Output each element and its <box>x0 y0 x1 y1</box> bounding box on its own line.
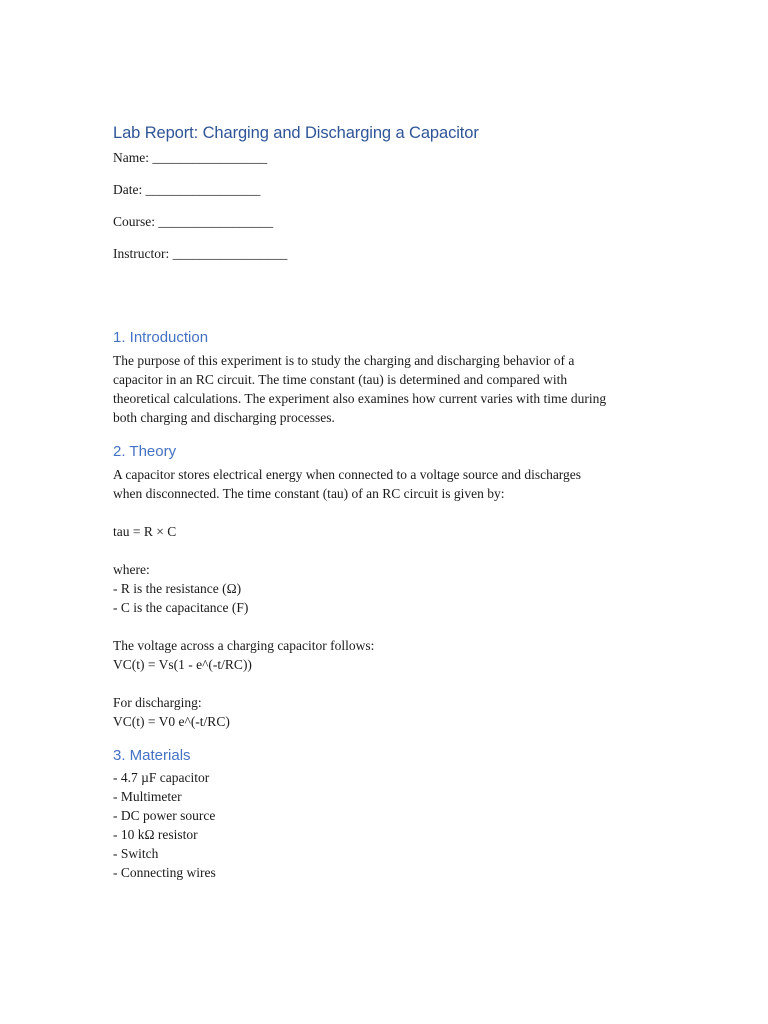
materials-item: - 4.7 µF capacitor <box>113 770 210 785</box>
introduction-heading: 1. Introduction <box>113 329 209 346</box>
materials-item: - Connecting wires <box>113 865 216 880</box>
introduction-line: theoretical calculations. The experiment also examines how current varies with time during <box>113 391 607 406</box>
time-constant-formula: tau = R × C <box>113 524 177 539</box>
theory-line: when disconnected. The time constant (tau) of an RC circuit is given by: <box>113 486 505 501</box>
materials-item: - 10 kΩ resistor <box>113 827 198 842</box>
discharging-formula: VC(t) = V0 e^(-t/RC) <box>113 714 230 729</box>
charging-formula: VC(t) = Vs(1 - e^(-t/RC)) <box>113 657 252 672</box>
materials-item: - DC power source <box>113 808 216 823</box>
materials-item: - Multimeter <box>113 789 182 804</box>
charging-intro: The voltage across a charging capacitor follows: <box>113 638 375 653</box>
theory-line: A capacitor stores electrical energy when connected to a voltage source and discharges <box>113 467 582 482</box>
course-field: Course: _________________ <box>113 214 274 229</box>
capacitance-definition: - C is the capacitance (F) <box>113 600 249 615</box>
instructor-field: Instructor: _________________ <box>113 246 288 261</box>
theory-heading: 2. Theory <box>113 443 177 460</box>
resistance-definition: - R is the resistance (Ω) <box>113 581 242 596</box>
date-field: Date: _________________ <box>113 182 261 197</box>
document-title: Lab Report: Charging and Discharging a Capacitor <box>113 124 479 142</box>
discharging-intro: For discharging: <box>113 695 202 710</box>
where-label: where: <box>113 562 150 577</box>
name-field: Name: _________________ <box>113 150 268 165</box>
materials-item: - Switch <box>113 846 159 861</box>
materials-heading: 3. Materials <box>113 747 191 764</box>
introduction-line: The purpose of this experiment is to study the charging and discharging behavior of a <box>113 353 575 368</box>
introduction-line: capacitor in an RC circuit. The time constant (tau) is determined and compared with <box>113 372 568 387</box>
introduction-line: both charging and discharging processes. <box>113 410 335 425</box>
